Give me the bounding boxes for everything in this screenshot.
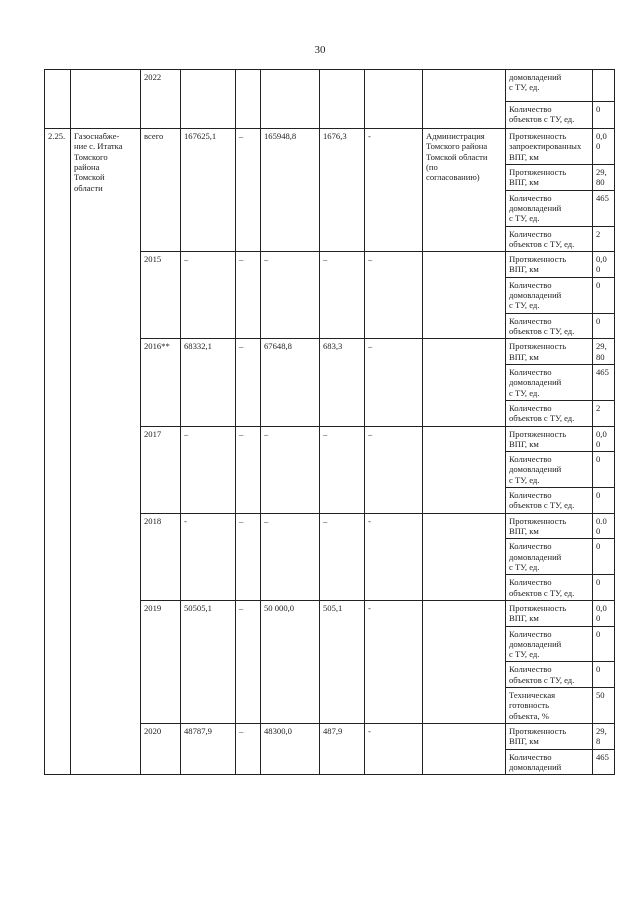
cell-region: 48300,0: [261, 724, 320, 775]
cell-federal: –: [236, 129, 261, 252]
cell-indicator-name: Техническая готовность объекта, %: [506, 688, 593, 724]
cell-federal: –: [236, 339, 261, 426]
cell-indicator-value: 0.00: [593, 513, 615, 539]
cell-year: 2019: [141, 600, 181, 723]
cell-name: [71, 70, 141, 129]
cell-indicator-value: 0: [593, 662, 615, 688]
cell-year: 2018: [141, 513, 181, 600]
cell-executor: [423, 252, 506, 339]
cell-indicator-name: Количество объектов с ТУ, ед.: [506, 102, 593, 129]
table-row: [45, 70, 615, 102]
cell-indicator-value: 0,00: [593, 600, 615, 626]
cell-executor: [423, 339, 506, 426]
cell-indicator-name: Протяженность ВПГ, км: [506, 164, 593, 190]
cell-federal: –: [236, 600, 261, 723]
cell-indicator-value: 50: [593, 688, 615, 724]
cell-region: 165948,8: [261, 129, 320, 252]
cell-total: 48787,9: [181, 724, 236, 775]
cell-indicator-value: 0: [593, 626, 615, 662]
cell-region: 50 000,0: [261, 600, 320, 723]
cell-extra: –: [365, 339, 423, 426]
cell-indicator-value: 0: [593, 488, 615, 514]
program-table: [44, 69, 615, 775]
cell-indicator-value: 0: [593, 313, 615, 339]
cell-indicator-value: 0: [593, 277, 615, 313]
cell-indicator-name: Количество объектов с ТУ, ед.: [506, 226, 593, 252]
cell-extra: -: [365, 600, 423, 723]
cell-local: [320, 70, 365, 129]
cell-indicator-value: 29,8: [593, 724, 615, 750]
cell-indicator-value: 0: [593, 452, 615, 488]
cell-executor: [423, 724, 506, 775]
cell-indicator-value: [593, 70, 615, 102]
cell-local: 1676,3: [320, 129, 365, 252]
cell-indicator-value: 465: [593, 749, 615, 775]
cell-total: –: [181, 426, 236, 513]
cell-region: [261, 70, 320, 129]
cell-extra: [365, 70, 423, 129]
cell-indicator-name: Протяженность ВПГ, км: [506, 252, 593, 278]
cell-total: 50505,1: [181, 600, 236, 723]
cell-local: –: [320, 252, 365, 339]
cell-indicator-name: Протяженность ВПГ, км: [506, 724, 593, 750]
cell-year: 2016**: [141, 339, 181, 426]
cell-indicator-value: 0: [593, 539, 615, 575]
cell-extra: -: [365, 724, 423, 775]
cell-year: всего: [141, 129, 181, 252]
cell-total: –: [181, 252, 236, 339]
cell-indicator-name: Количество домовладений с ТУ, ед.: [506, 626, 593, 662]
cell-federal: –: [236, 252, 261, 339]
page-number: 30: [314, 44, 326, 56]
cell-indicator-value: 0: [593, 575, 615, 601]
cell-local: 683,3: [320, 339, 365, 426]
cell-indicator-name: Количество объектов с ТУ, ед.: [506, 662, 593, 688]
cell-total: 167625,1: [181, 129, 236, 252]
cell-indicator-name: Количество домовладений с ТУ, ед.: [506, 277, 593, 313]
cell-region: –: [261, 426, 320, 513]
cell-region: –: [261, 513, 320, 600]
cell-year: 2022: [141, 70, 181, 129]
cell-extra: -: [365, 513, 423, 600]
cell-indicator-value: 29,80: [593, 339, 615, 365]
cell-indicator-name: Количество объектов с ТУ, ед.: [506, 400, 593, 426]
cell-extra: –: [365, 252, 423, 339]
cell-local: –: [320, 513, 365, 600]
cell-total: 68332,1: [181, 339, 236, 426]
cell-federal: –: [236, 724, 261, 775]
cell-indicator-name: Количество домовладений с ТУ, ед.: [506, 452, 593, 488]
cell-indicator-value: 465: [593, 364, 615, 400]
cell-indicator-name: Количество объектов с ТУ, ед.: [506, 488, 593, 514]
cell-region: –: [261, 252, 320, 339]
cell-executor: [423, 426, 506, 513]
cell-indicator-name: Количество домовладений с ТУ, ед.: [506, 539, 593, 575]
cell-federal: [236, 70, 261, 129]
cell-indicator-value: 0,00: [593, 426, 615, 452]
cell-indicator-name: Количество домовладений с ТУ, ед.: [506, 190, 593, 226]
cell-executor: [423, 513, 506, 600]
cell-indicator-name: Количество объектов с ТУ, ед.: [506, 575, 593, 601]
cell-number: [45, 70, 71, 129]
cell-name: Газоснабже- ние с. Итатка Томского района Томской области: [71, 129, 141, 775]
cell-total: -: [181, 513, 236, 600]
cell-extra: -: [365, 129, 423, 252]
cell-indicator-name: Количество объектов с ТУ, ед.: [506, 313, 593, 339]
cell-indicator-name: Количество домовладений с ТУ, ед.: [506, 364, 593, 400]
cell-indicator-name: Количество домовладений: [506, 749, 593, 775]
cell-indicator-name: домовладений с ТУ, ед.: [506, 70, 593, 102]
cell-number: 2.25.: [45, 129, 71, 775]
cell-region: 67648,8: [261, 339, 320, 426]
cell-local: 505,1: [320, 600, 365, 723]
cell-executor: [423, 600, 506, 723]
cell-indicator-value: 29,80: [593, 164, 615, 190]
cell-indicator-value: 2: [593, 226, 615, 252]
cell-indicator-value: 0: [593, 102, 615, 129]
table-row: [45, 129, 615, 165]
cell-indicator-value: 0,00: [593, 252, 615, 278]
cell-year: 2020: [141, 724, 181, 775]
cell-total: [181, 70, 236, 129]
cell-federal: –: [236, 426, 261, 513]
cell-indicator-value: 2: [593, 400, 615, 426]
cell-local: –: [320, 426, 365, 513]
cell-local: 487,9: [320, 724, 365, 775]
cell-extra: –: [365, 426, 423, 513]
cell-indicator-value: 465: [593, 190, 615, 226]
cell-year: 2017: [141, 426, 181, 513]
cell-indicator-name: Протяженность ВПГ, км: [506, 513, 593, 539]
cell-indicator-name: Протяженность ВПГ, км: [506, 600, 593, 626]
cell-executor: Администрация Томского района Томской области (по согласованию): [423, 129, 506, 252]
cell-indicator-name: Протяженность запроектированных ВПГ, км: [506, 129, 593, 165]
cell-indicator-name: Протяженность ВПГ, км: [506, 339, 593, 365]
cell-indicator-value: 0,00: [593, 129, 615, 165]
cell-year: 2015: [141, 252, 181, 339]
cell-executor: [423, 70, 506, 129]
cell-indicator-name: Протяженность ВПГ, км: [506, 426, 593, 452]
cell-federal: –: [236, 513, 261, 600]
